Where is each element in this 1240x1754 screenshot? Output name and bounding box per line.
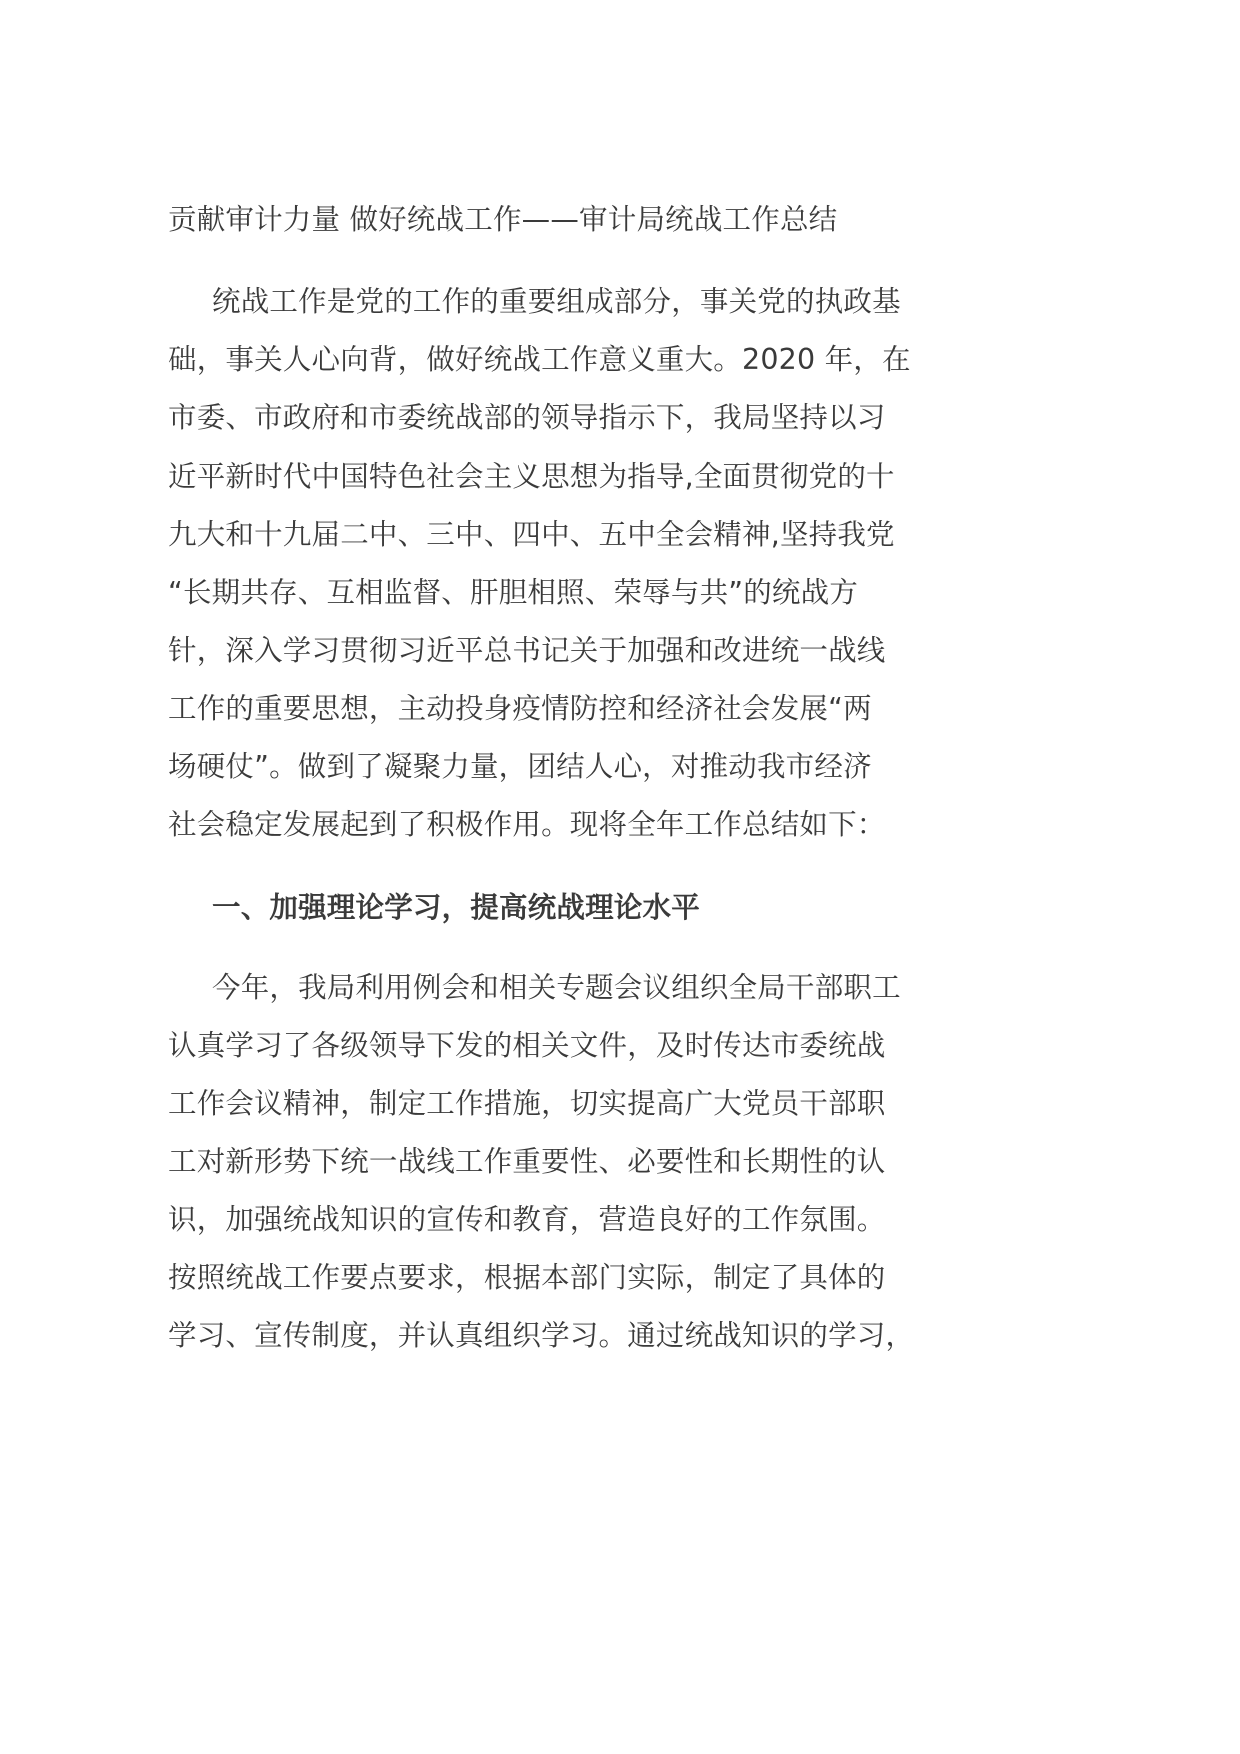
paragraph-line: 统战工作是党的工作的重要组成部分，事关党的执政基 xyxy=(212,285,901,318)
paragraph-line: 社会稳定发展起到了积极作用。现将全年工作总结如下： xyxy=(168,808,886,841)
paragraph-line: 工作会议精神，制定工作措施，切实提高广大党员干部职 xyxy=(168,1087,886,1120)
paragraph-line: 市委、市政府和市委统战部的领导指示下，我局坚持以习 xyxy=(168,401,886,434)
paragraph-line: 今年，我局利用例会和相关专题会议组织全局干部职工 xyxy=(212,971,901,1004)
paragraph-line: “长期共存、互相监督、肝胆相照、荣辱与共”的统战方 xyxy=(168,576,859,609)
paragraph-line: 九大和十九届二中、三中、四中、五中全会精神,坚持我党 xyxy=(168,518,895,551)
paragraph-line: 针，深入学习贯彻习近平总书记关于加强和改进统一战线 xyxy=(168,634,886,667)
paragraph-line: 按照统战工作要点要求，根据本部门实际，制定了具体的 xyxy=(168,1261,886,1294)
paragraph-line: 工对新形势下统一战线工作重要性、必要性和长期性的认 xyxy=(168,1145,886,1178)
section-heading: 一、加强理论学习，提高统战理论水平 xyxy=(212,891,700,924)
paragraph-line: 认真学习了各级领导下发的相关文件，及时传达市委统战 xyxy=(168,1029,886,1062)
paragraph-line: 近平新时代中国特色社会主义思想为指导,全面贯彻党的十 xyxy=(168,460,895,493)
paragraph-line: 工作的重要思想，主动投身疫情防控和经济社会发展“两 xyxy=(168,692,872,725)
paragraph-line: 场硬仗”。做到了凝聚力量，团结人心，对推动我市经济 xyxy=(168,750,872,783)
document-title: 贡献审计力量 做好统战工作——审计局统战工作总结 xyxy=(168,203,838,236)
paragraph-line: 学习、宣传制度，并认真组织学习。通过统战知识的学习， xyxy=(168,1319,915,1352)
paragraph-line: 识，加强统战知识的宣传和教育，营造良好的工作氛围。 xyxy=(168,1203,886,1236)
paragraph-line: 础，事关人心向背，做好统战工作意义重大。2020 年，在 xyxy=(168,343,911,376)
